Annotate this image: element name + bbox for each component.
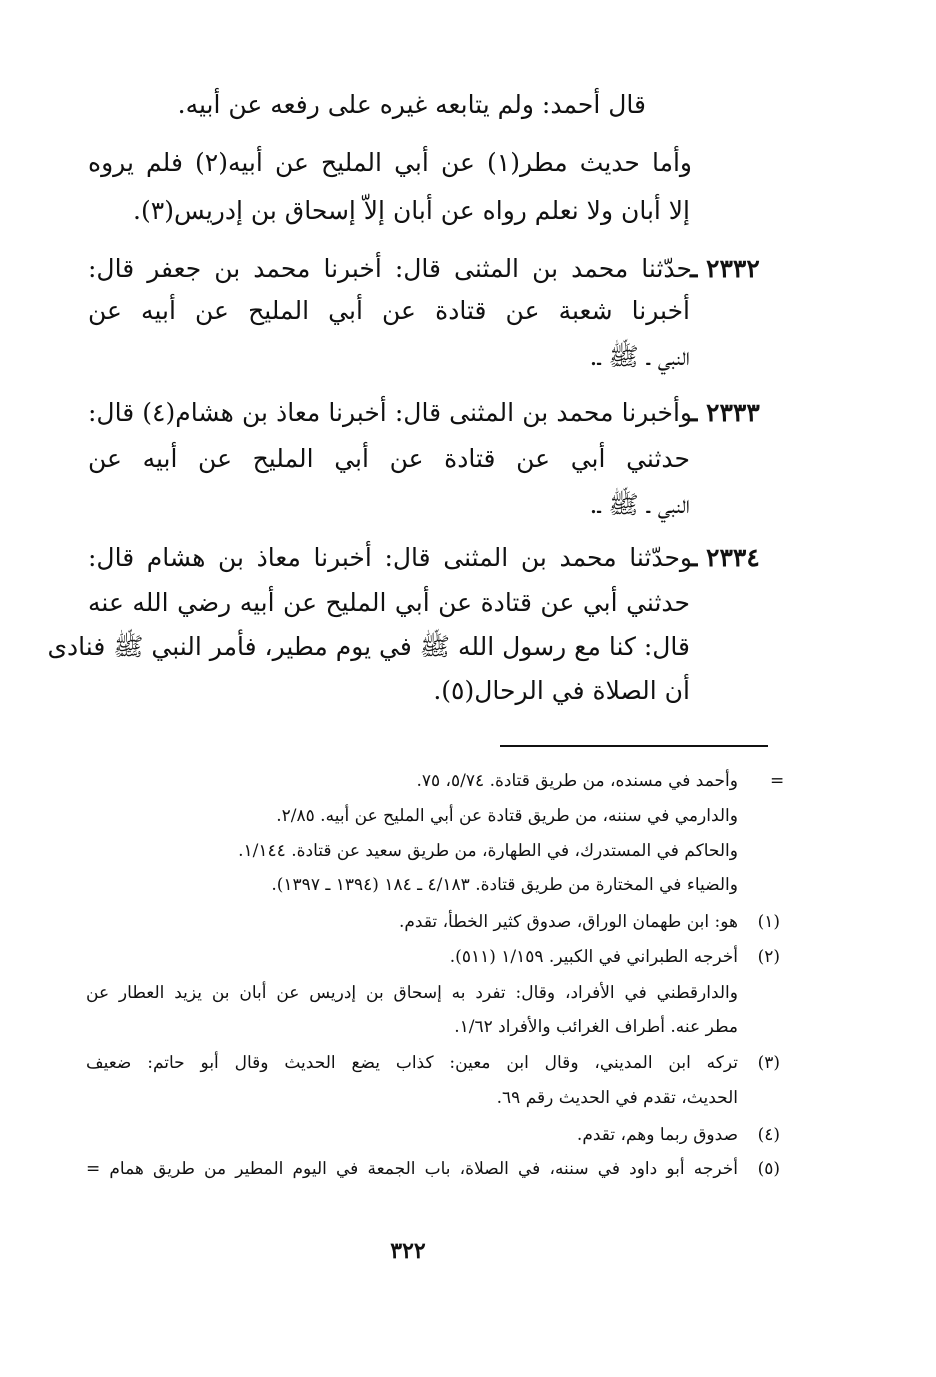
hadith-number: ٢٣٣٢ ـ <box>690 254 760 283</box>
hadith-text-line: قال: كنا مع رسول الله ﷺ في يوم مطير، فأمر النبي ﷺ فنادى <box>47 632 690 661</box>
hadith-text-line: أخبرنا شعبة عن قتادة عن أبي المليح عن أبيه عن <box>88 296 690 325</box>
footnote-mark: (٣) <box>757 1053 780 1073</box>
footnote-line: والدارمي في سننه، من طريق قتادة عن أبي المليح عن أبيه. ٢/٨٥. <box>276 806 738 826</box>
main-text-line: وأما حديث مطر(١) عن أبي المليح عن أبيه(٢) فلم يروه <box>88 148 693 177</box>
footnote-mark: (٥) <box>757 1159 780 1179</box>
hadith-text-line: أن الصلاة في الرحال(٥). <box>433 676 690 705</box>
footnote-line: والحاكم في المستدرك، في الطهارة، من طريق سعيد عن قتادة. ١/١٤٤. <box>238 841 738 861</box>
footnote-line: أخرجه الطبراني في الكبير. ١/١٥٩ (٥١١). <box>449 947 738 967</box>
footnote-line: مطر عنه. أطراف الغرائب والأفراد ١/٦٢. <box>454 1017 738 1037</box>
footnote-separator <box>500 745 768 747</box>
footnote-line: صدوق ربما وهم، تقدم. <box>576 1125 738 1145</box>
main-text-line: إلا أبان ولا نعلم رواه عن أبان إلاّ إسحاق بن إدريس(٣). <box>133 196 690 225</box>
hadith-text-line: حدّثنا محمد بن المثنى قال: أخبرنا محمد بن جعفر قال: <box>88 254 692 283</box>
hadith-text-line: النبي ـ ﷺ ـ. <box>589 490 690 519</box>
footnote-line: هو: ابن طهمان الوراق، صدوق كثير الخطأ، تقدم. <box>398 912 738 932</box>
hadith-text-line: وحدّثنا محمد بن المثنى قال: أخبرنا معاذ بن هشام قال: <box>88 543 692 572</box>
footnote-line: الحديث، تقدم في الحديث رقم ٦٩. <box>496 1088 738 1108</box>
footnote-line: والدارقطني في الأفراد، وقال: تفرد به إسحاق بن إدريس عن أبان بن يزيد العطار عن <box>86 983 738 1003</box>
footnote-line: والضياء في المختارة من طريق قتادة. ٤/١٨٣ ـ ١٨٤ (١٣٩٤ ـ ١٣٩٧). <box>271 875 738 895</box>
footnote-mark: (٤) <box>757 1125 780 1145</box>
footnote-mark: (٢) <box>757 947 780 967</box>
hadith-text-line: وأخبرنا محمد بن المثنى قال: أخبرنا معاذ بن هشام(٤) قال: <box>88 398 692 427</box>
hadith-text-line: حدثني أبي عن قتادة عن أبي المليح عن أبيه عن <box>88 444 690 473</box>
footnote-line: تركه ابن المديني، وقال ابن معين: كذاب يضع الحديث وقال أبو حاتم: ضعيف <box>86 1053 738 1073</box>
hadith-text-line: حدثني أبي عن قتادة عن أبي المليح عن أبيه رضي الله عنه <box>88 588 690 617</box>
hadith-text-line: النبي ـ ﷺ ـ. <box>589 342 690 371</box>
footnote-line: وأحمد في مسنده، من طريق قتادة. ٥/٧٤، ٧٥. <box>416 771 738 791</box>
main-text-line: قال أحمد: ولم يتابعه غيره على رفعه عن أبيه. <box>177 90 646 119</box>
hadith-number: ٢٣٣٣ ـ <box>690 398 760 427</box>
page-number: ٣٢٢ <box>390 1238 426 1264</box>
continuation-mark: = <box>770 771 785 791</box>
footnote-mark: (١) <box>757 912 780 932</box>
footnote-line: أخرجه أبو داود في سننه، في الصلاة، باب الجمعة في اليوم المطير من طريق همام = <box>86 1159 738 1179</box>
hadith-number: ٢٣٣٤ ـ <box>690 543 760 572</box>
